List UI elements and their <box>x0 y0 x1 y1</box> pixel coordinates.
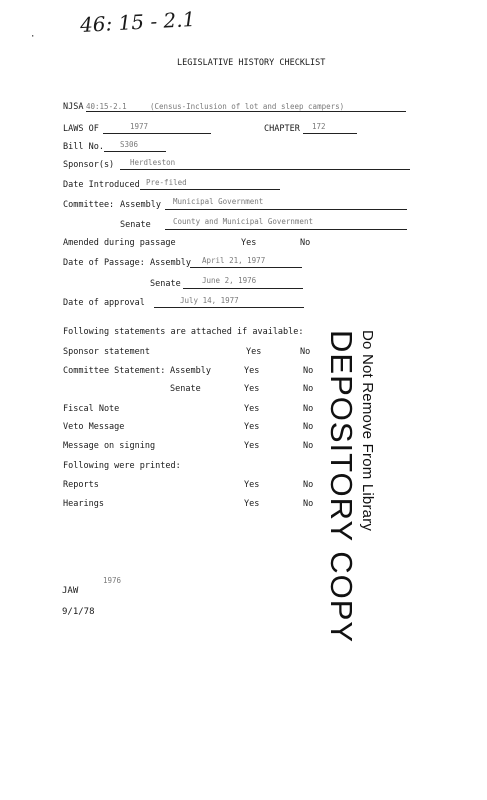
date-introduced-label: Date Introduced <box>63 180 140 190</box>
date-introduced-underline <box>140 189 280 190</box>
amended-label: Amended during passage <box>63 238 176 248</box>
signing-message-no: No <box>303 441 314 451</box>
laws-of-value: 1977 <box>130 122 149 131</box>
bill-no-label: Bill No. <box>63 142 104 152</box>
page-title: LEGISLATIVE HISTORY CHECKLIST <box>177 58 326 68</box>
committee-statement-label: Committee Statement: <box>63 366 166 376</box>
njsa-description: (Census-Inclusion of lot and sleep campers) <box>150 102 345 111</box>
approval-value: July 14, 1977 <box>180 296 239 305</box>
committee-assembly-underline <box>165 209 407 210</box>
bill-no-value: S306 <box>120 140 139 149</box>
approval-underline <box>154 307 304 308</box>
printed-header: Following were printed: <box>63 461 181 471</box>
laws-of-underline <box>103 133 211 134</box>
committee-assembly-value: Municipal Government <box>173 197 264 206</box>
veto-message-label: Veto Message <box>63 422 125 432</box>
committee-label: Committee: <box>63 200 115 210</box>
stray-mark: · <box>30 32 36 42</box>
njsa-underline <box>86 111 406 112</box>
passage-senate-value: June 2, 1976 <box>202 276 257 285</box>
footer-date: 9/1/78 <box>62 607 95 617</box>
date-introduced-value: Pre-filed <box>146 178 187 187</box>
passage-senate-label: Senate <box>150 279 181 289</box>
sponsors-value: Herdleston <box>130 158 176 167</box>
passage-senate-underline <box>183 288 303 289</box>
hearings-yes: Yes <box>244 499 260 509</box>
sponsor-statement-yes: Yes <box>246 347 262 357</box>
committee-senate-value: County and Municipal Government <box>173 217 313 226</box>
committee-senate-label: Senate <box>120 220 151 230</box>
reports-no: No <box>303 480 314 490</box>
stamp-line-1: DEPOSITORY COPY <box>324 330 359 644</box>
committee-statement-senate-no: No <box>303 384 314 394</box>
sponsors-underline <box>120 169 410 170</box>
handwritten-reference: 46: 15 - 2.1 <box>79 6 196 38</box>
chapter-underline <box>303 133 357 134</box>
hearings-no: No <box>303 499 314 509</box>
passage-assembly-value: April 21, 1977 <box>202 256 266 265</box>
footer-extra: 1976 <box>103 576 122 585</box>
chapter-value: 172 <box>312 122 326 131</box>
chapter-label: CHAPTER <box>264 124 300 134</box>
sponsor-statement-no: No <box>300 347 311 357</box>
veto-message-yes: Yes <box>244 422 260 432</box>
amended-yes: Yes <box>241 238 257 248</box>
committee-statement-assembly-no: No <box>303 366 314 376</box>
veto-message-no: No <box>303 422 314 432</box>
committee-assembly-label: Assembly <box>120 200 161 210</box>
reports-label: Reports <box>63 480 99 490</box>
hearings-label: Hearings <box>63 499 104 509</box>
committee-statement-senate-yes: Yes <box>244 384 260 394</box>
passage-assembly-underline <box>190 267 302 268</box>
signing-message-label: Message on signing <box>63 441 156 451</box>
stamp-line-2: Do Not Remove From Library <box>359 330 376 532</box>
footer-initials: JAW <box>62 586 79 596</box>
approval-label: Date of approval <box>63 298 145 308</box>
sponsors-label: Sponsor(s) <box>63 160 115 170</box>
amended-no: No <box>300 238 311 248</box>
depository-stamp <box>316 330 376 644</box>
fiscal-note-yes: Yes <box>244 404 260 414</box>
passage-assembly-label: Assembly <box>150 258 191 268</box>
committee-statement-assembly-yes: Yes <box>244 366 260 376</box>
fiscal-note-no: No <box>303 404 314 414</box>
njsa-value: 40:15-2.1 <box>86 102 127 111</box>
signing-message-yes: Yes <box>244 441 260 451</box>
committee-statement-assembly-label: Assembly <box>170 366 211 376</box>
statements-header: Following statements are attached if available: <box>63 327 304 337</box>
committee-senate-underline <box>165 229 407 230</box>
fiscal-note-label: Fiscal Note <box>63 404 120 414</box>
njsa-label: NJSA <box>63 102 84 112</box>
laws-of-label: LAWS OF <box>63 124 99 134</box>
bill-no-underline <box>104 151 166 152</box>
reports-yes: Yes <box>244 480 260 490</box>
sponsor-statement-label: Sponsor statement <box>63 347 150 357</box>
committee-statement-senate-label: Senate <box>170 384 201 394</box>
passage-label: Date of Passage: <box>63 258 145 268</box>
